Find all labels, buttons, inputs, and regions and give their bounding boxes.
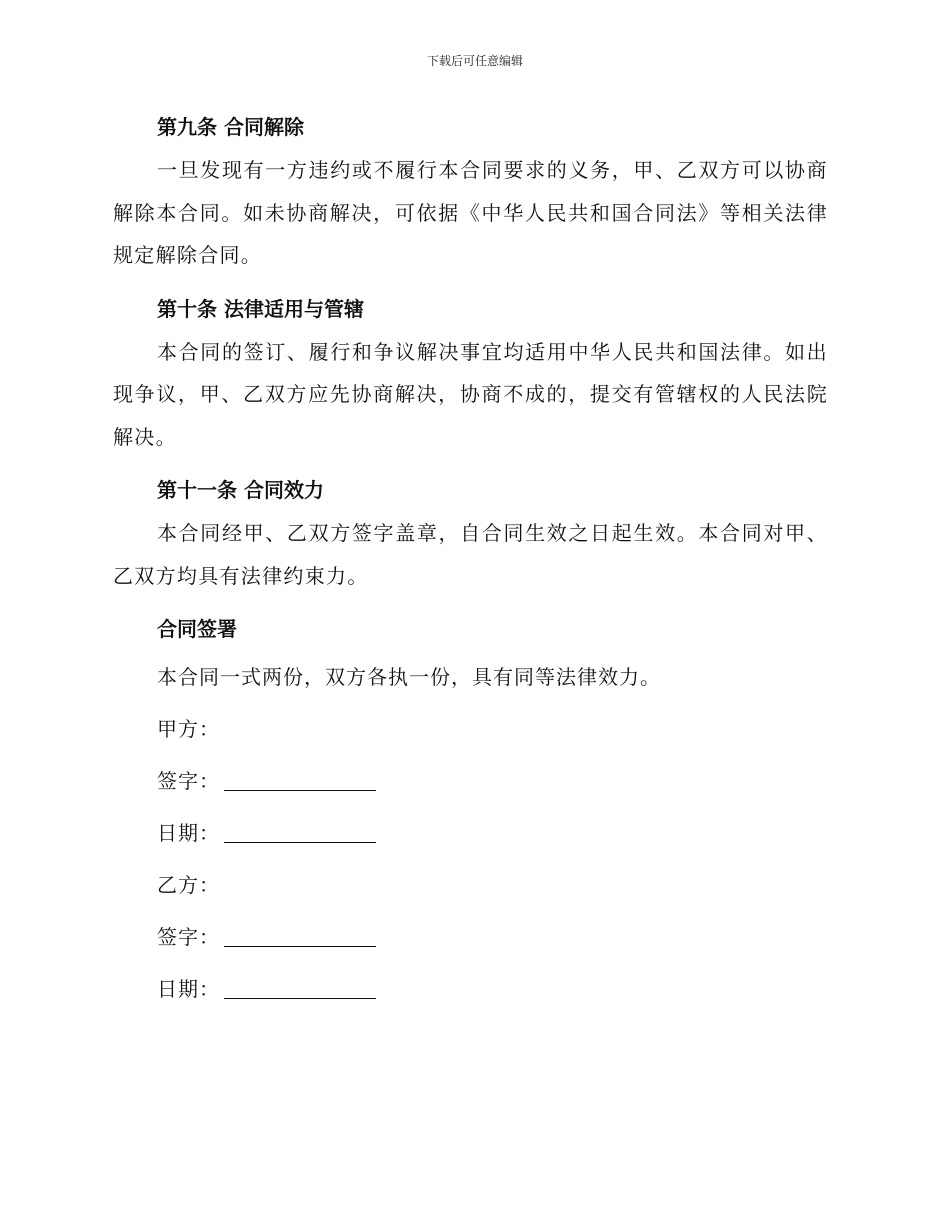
section-contract-validity	[113, 468, 828, 597]
signature-label: 签字：	[157, 925, 220, 949]
party-b-label: 乙方：	[157, 873, 220, 897]
section-signing	[113, 607, 828, 1015]
section-heading: 第十一条 合同效力	[157, 478, 324, 502]
party-a-date-blank[interactable]	[224, 824, 376, 843]
section-paragraph: 本合同经甲、乙双方签字盖章，自合同生效之日起生效。本合同对甲、乙双方均具有法律约束力。	[113, 521, 828, 588]
section-paragraph: 本合同的签订、履行和争议解决事宜均适用中华人民共和国法律。如出现争议，甲、乙双方应先协商解决，协商不成的，提交有管辖权的人民法院解决。	[113, 339, 828, 449]
party-a-label: 甲方：	[157, 717, 220, 741]
section-contract-termination	[113, 105, 828, 277]
party-a-signature-blank[interactable]	[224, 772, 376, 791]
document-body	[113, 105, 828, 1015]
section-heading: 第十条 法律适用与管辖	[157, 296, 364, 321]
signing-statement: 本合同一式两份，双方各执一份，具有同等法律效力。	[157, 665, 661, 689]
party-a-date-row	[113, 807, 828, 859]
party-a-signature-row	[113, 755, 828, 807]
party-b-date-blank[interactable]	[224, 980, 376, 999]
date-label: 日期：	[157, 821, 220, 845]
party-b-signature-row	[113, 911, 828, 963]
party-b-signature-blank[interactable]	[224, 928, 376, 947]
section-governing-law	[113, 287, 828, 459]
party-b-date-row	[113, 963, 828, 1015]
section-heading: 第九条 合同解除	[157, 115, 304, 139]
signature-label: 签字：	[157, 769, 220, 793]
header-note: 下载后可任意编辑	[426, 54, 523, 68]
section-paragraph: 一旦发现有一方违约或不履行本合同要求的义务，甲、乙双方可以协商解除本合同。如未协商解决，可依据《中华人民共和国合同法》等相关法律规定解除合同。	[113, 158, 828, 267]
date-label: 日期：	[157, 977, 220, 1001]
section-heading: 合同签署	[157, 617, 237, 641]
